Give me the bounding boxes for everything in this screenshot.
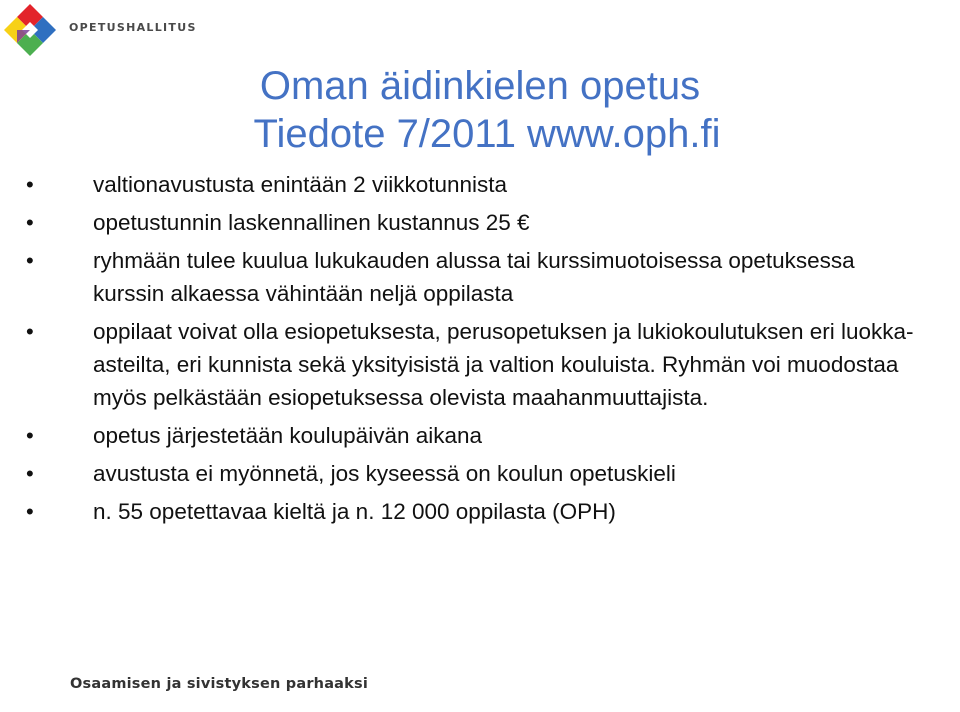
org-name: OPETUSHALLITUS — [69, 21, 197, 34]
bullet-item: • opetustunnin laskennallinen kustannus 25 € — [0, 206, 960, 239]
bullet-item: • valtionavustusta enintään 2 viikkotunnista — [0, 168, 960, 201]
bullet-item: • n. 55 opetettavaa kieltä ja n. 12 000 oppilasta (OPH) — [0, 495, 960, 528]
title-line-2: Tiedote 7/2011 www.oph.fi — [253, 112, 721, 156]
bullet-item: • opetus järjestetään koulupäivän aikana — [0, 419, 960, 452]
opetushallitus-logo — [0, 0, 60, 60]
title-line-1: Oman äidinkielen opetus — [259, 64, 701, 108]
bullet-list — [0, 168, 960, 533]
bullet-item: • avustusta ei myönnetä, jos kyseessä on koulun opetuskieli — [0, 457, 960, 490]
bullet-item: • ryhmään tulee kuulua lukukauden alussa tai kurssimuotoisessa opetuksessa kurssin alkaessa vähintään neljä oppilasta — [0, 244, 960, 310]
slide-title — [0, 62, 960, 158]
footer-slogan: Osaamisen ja sivistyksen parhaaksi — [70, 676, 369, 692]
bullet-item: • oppilaat voivat olla esiopetuksesta, perusopetuksen ja lukiokoulutuksen eri luokka-asteilta, eri kunnista sekä yksityisistä ja valtion kouluista. Ryhmän voi muodostaa myös pelkästään esiopetuksessa olevista maahanmuuttajista. — [0, 315, 960, 414]
